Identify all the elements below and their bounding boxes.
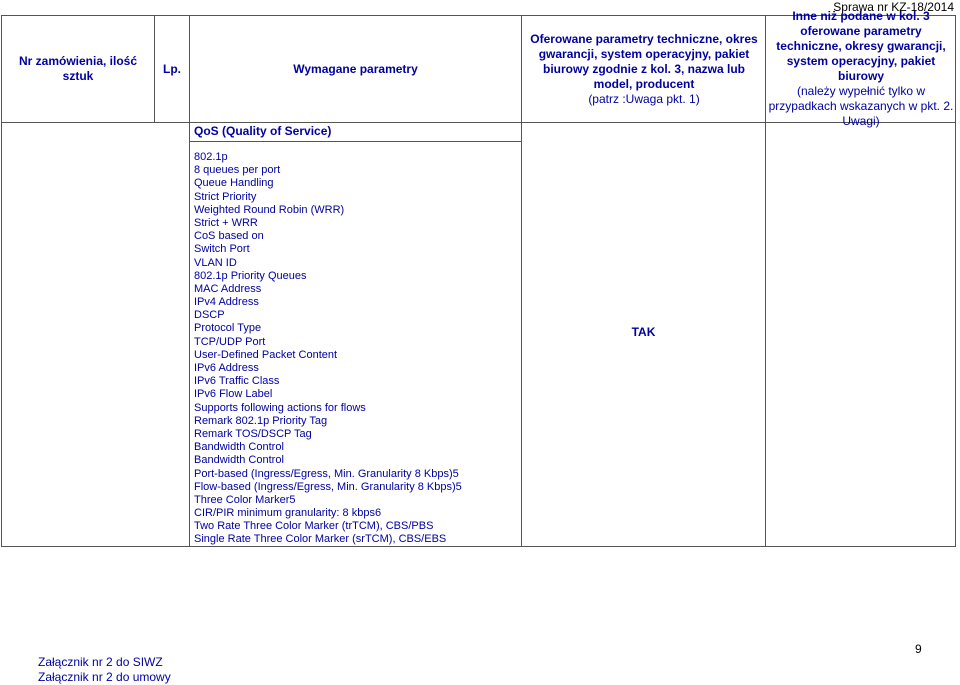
col-header-offered-text: Oferowane parametry techniczne, okres gwarancji, system operacyjny, pakiet biurowy zgodnie z kol. 3, nazwa lub model, producent: [530, 31, 758, 91]
list-item: Bandwidth Control: [194, 454, 284, 467]
list-item: Strict Priority: [194, 190, 257, 203]
list-item: Bandwidth Control: [194, 441, 284, 454]
footer-line-1: Załącznik nr 2 do SIWZ: [38, 655, 163, 669]
list-item: Switch Port: [194, 243, 250, 256]
col-header-offered-note: (patrz :Uwaga pkt. 1): [588, 91, 700, 106]
col-header-other-text: oferowane parametry techniczne, okresy gwarancji, system operacyjny, pakiet biurowy: [776, 24, 946, 83]
list-item: IPv6 Flow Label: [194, 388, 273, 401]
col-border-5: [955, 15, 956, 547]
list-item: 802.1p Priority Queues: [194, 269, 307, 282]
list-item: User-Defined Packet Content: [194, 348, 338, 361]
list-item: Single Rate Three Color Marker (srTCM), CBS/EBS: [194, 533, 447, 546]
list-item: DSCP: [194, 309, 225, 322]
case-reference: Sprawa nr KZ-18/2014: [833, 0, 954, 14]
footer: [38, 655, 171, 685]
col-border-4: [765, 15, 766, 547]
list-item: Flow-based (Ingress/Egress, Min. Granularity 8 Kbps)5: [194, 480, 462, 493]
list-item: Remark 802.1p Priority Tag: [194, 414, 328, 427]
list-item: Protocol Type: [194, 322, 262, 335]
list-item: Weighted Round Robin (WRR): [194, 203, 345, 216]
col-border-3: [521, 15, 522, 547]
page-number: 9: [915, 642, 922, 656]
list-item: TCP/UDP Port: [194, 335, 266, 348]
col-header-other: [768, 9, 954, 128]
col-header-lp-text: Lp.: [163, 61, 181, 76]
col-header-required-text: Wymagane parametry: [293, 61, 418, 76]
list-item: Port-based (Ingress/Egress, Min. Granularity 8 Kbps)5: [194, 467, 459, 480]
col-header-other-line1: Inne niż podane w kol. 3: [792, 9, 930, 23]
footer-line-2: Załącznik nr 2 do umowy: [38, 670, 171, 684]
list-item: MAC Address: [194, 282, 262, 295]
section-title: QoS (Quality of Service): [194, 124, 332, 138]
col-header-order-text: Nr zamówienia, ilość sztuk: [18, 54, 138, 83]
offered-value: TAK: [631, 325, 656, 339]
section-row-border: [189, 141, 521, 142]
col-header-other-note: (należy wypełnić tylko w przypadkach wskazanych w pkt. 2. Uwagi): [768, 84, 954, 128]
list-item: Three Color Marker5: [194, 493, 296, 506]
list-item: CIR/PIR minimum granularity: 8 kbps6: [194, 507, 382, 520]
list-item: Two Rate Three Color Marker (trTCM), CBS/PBS: [194, 520, 434, 533]
col-header-lp: [155, 16, 189, 122]
list-item: Strict + WRR: [194, 216, 258, 229]
list-item: CoS based on: [194, 230, 264, 243]
list-item: 802.1p: [194, 151, 228, 163]
list-item: IPv6 Traffic Class: [194, 375, 280, 388]
table-bottom-border: [1, 546, 956, 547]
list-item: Queue Handling: [194, 177, 274, 190]
list-item: Supports following actions for flows: [194, 401, 366, 414]
col-header-required: [190, 16, 521, 122]
parameters-list: [194, 151, 462, 547]
list-item: 8 queues per port: [194, 164, 281, 177]
list-item: Remark TOS/DSCP Tag: [194, 427, 312, 440]
col-header-offered: [526, 16, 762, 122]
list-item: IPv6 Address: [194, 362, 259, 374]
list-item: VLAN ID: [194, 256, 237, 269]
list-item: IPv4 Address: [194, 296, 259, 309]
col-header-order: [2, 16, 154, 122]
